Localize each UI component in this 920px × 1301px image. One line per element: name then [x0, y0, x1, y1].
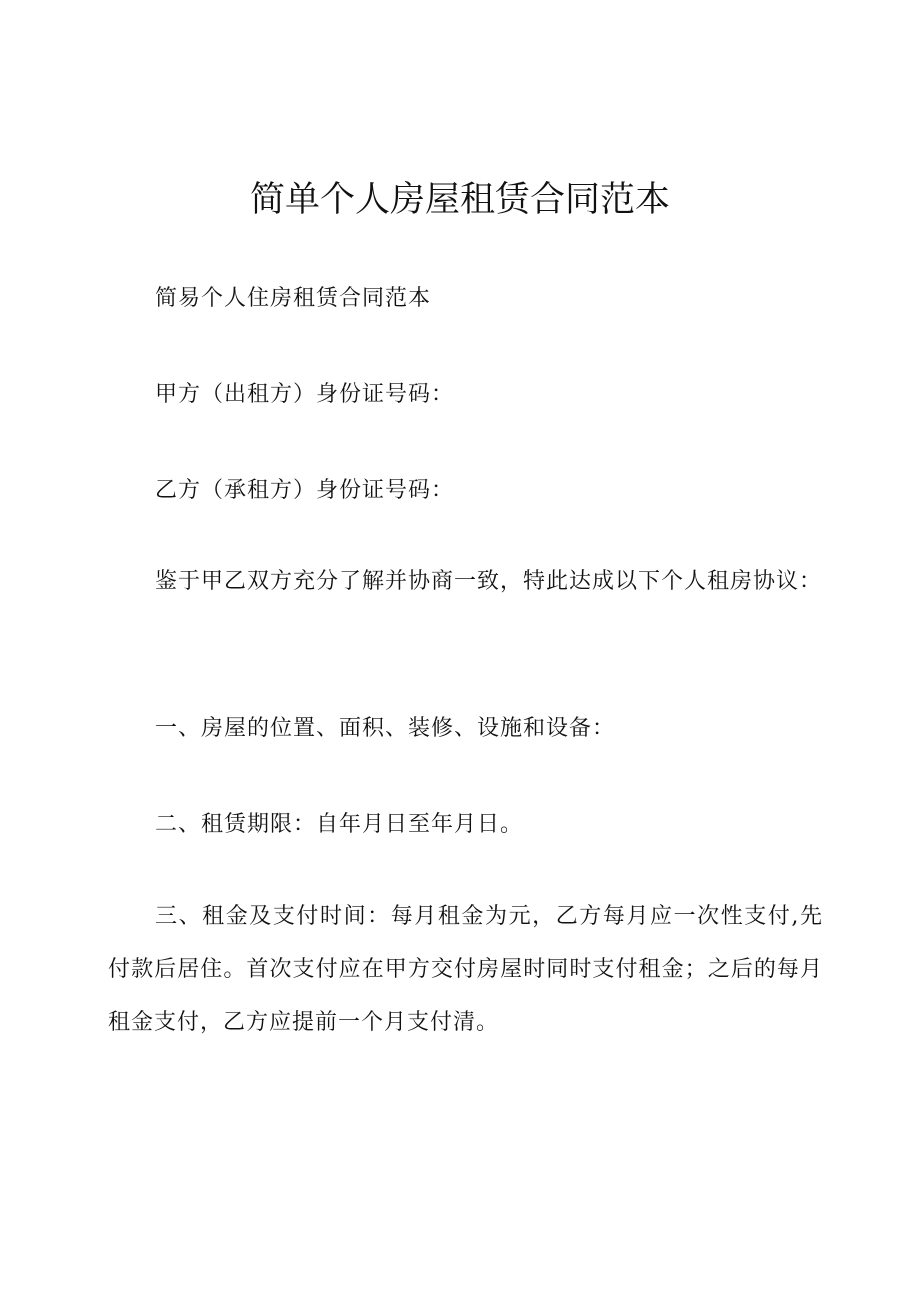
paragraph-clause-1: 一、房屋的位置、面积、装修、设施和设备： — [155, 716, 616, 741]
paragraph-subtitle: 简易个人住房租赁合同范本 — [155, 286, 432, 311]
paragraph-party-b: 乙方（承租方）身份证号码： — [155, 478, 455, 503]
paragraph-party-a: 甲方（出租方）身份证号码： — [155, 382, 455, 407]
paragraph-clause-3: 三、租金及支付时间：每月租金为元，乙方每月应一次性支付,先付款后居住。首次支付应在甲方交付房屋时同时支付租金；之后的每月租金支付，乙方应提前一个月支付清。 — [108, 904, 823, 1035]
paragraph-clause-2: 二、租赁期限：自年月日至年月日。 — [155, 812, 524, 837]
document-title: 简单个人房屋租赁合同范本 — [249, 180, 670, 220]
paragraph-preamble: 鉴于甲乙双方充分了解并协商一致，特此达成以下个人租房协议： — [155, 569, 823, 594]
